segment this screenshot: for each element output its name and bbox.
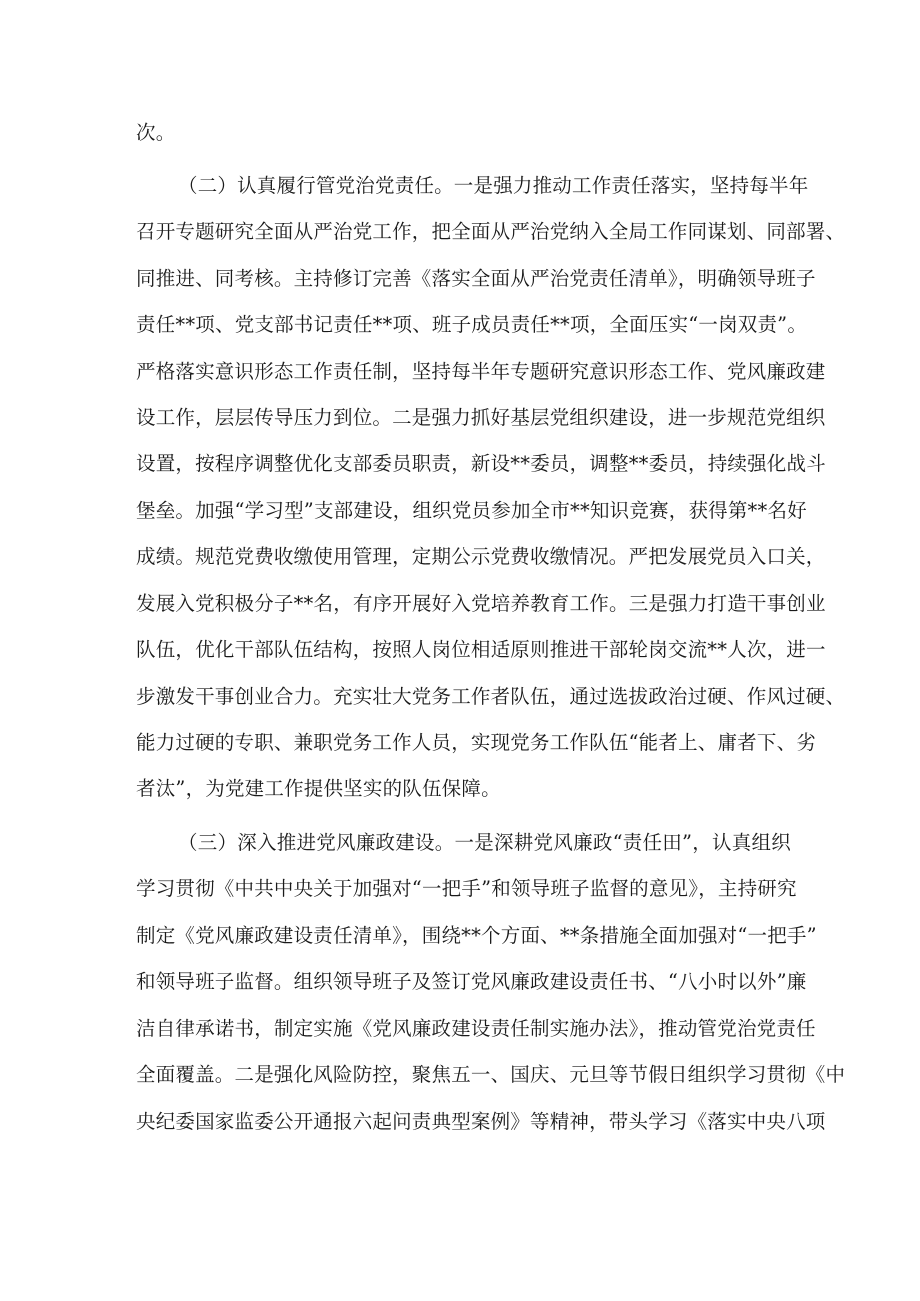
text-line: 发展入党积极分子**名，有序开展好入党培养教育工作。三是强力打造干事创业	[136, 592, 826, 615]
text-line: 学习贯彻《中共中央关于加强对“一把手”和领导班子监督的意见》，主持研究	[136, 877, 797, 900]
text-line: 洁自律承诺书，制定实施《党风廉政建设责任制实施办法》，推动管党治党责任	[136, 1017, 816, 1040]
text-line: 全面覆盖。二是强化风险防控，聚焦五一、国庆、元旦等节假日组织学习贯彻《中	[136, 1063, 846, 1086]
text-line: 者汰”，为党建工作提供坚实的队伍保障。	[136, 777, 501, 800]
text-line: 设工作，层层传导压力到位。二是强力抓好基层党组织建设，进一步规范党组织	[136, 406, 826, 429]
text-line: 责任**项、党支部书记责任**项、班子成员责任**项，全面压实“一岗双责”。	[136, 313, 808, 336]
text-line: 召开专题研究全面从严治党工作，把全面从严治党纳入全局工作同谋划、同部署、	[136, 220, 846, 243]
text-line: 能力过硬的专职、兼职党务工作人员，实现党务工作队伍“能者上、庸者下、劣	[136, 731, 816, 754]
text-line: 成绩。规范党费收缴使用管理，定期公示党费收缴情况。严把发展党员入口关，	[136, 545, 826, 568]
text-line: 央纪委国家监委公开通报六起问责典型案例》等精神，带头学习《落实中央八项	[136, 1110, 826, 1133]
paragraph-2-heading-line: （二）认真履行管党治党责任。一是强力推动工作责任落实，坚持每半年	[178, 174, 809, 197]
text-line: 设置，按程序调整优化支部委员职责，新设**委员，调整**委员，持续强化战斗	[136, 452, 826, 475]
text-line: 同推进、同考核。主持修订完善《落实全面从严治党责任清单》，明确领导班子	[136, 267, 816, 290]
paragraph-3-heading-line: （三）深入推进党风廉政建设。一是深耕党风廉政“责任田”，认真组织	[178, 831, 791, 854]
text-line: 制定《党风廉政建设责任清单》，围绕**个方面、**条措施全面加强对“一把手”	[136, 924, 817, 947]
text-line: 严格落实意识形态工作责任制，坚持每半年专题研究意识形态工作、党风廉政建	[136, 360, 826, 383]
text-line: 步激发干事创业合力。充实壮大党务工作者队伍，通过选拔政治过硬、作风过硬、	[136, 685, 846, 708]
text-line: 队伍，优化干部队伍结构，按照人岗位相适原则推进干部轮岗交流**人次，进一	[136, 638, 826, 661]
text-line: 和领导班子监督。组织领导班子及签订党风廉政建设责任书、“八小时以外”廉	[136, 970, 807, 993]
text-line: 堡垒。加强“学习型”支部建设，组织党员参加全市**知识竞赛，获得第**名好	[136, 499, 807, 522]
text-line: 次。	[136, 121, 176, 144]
